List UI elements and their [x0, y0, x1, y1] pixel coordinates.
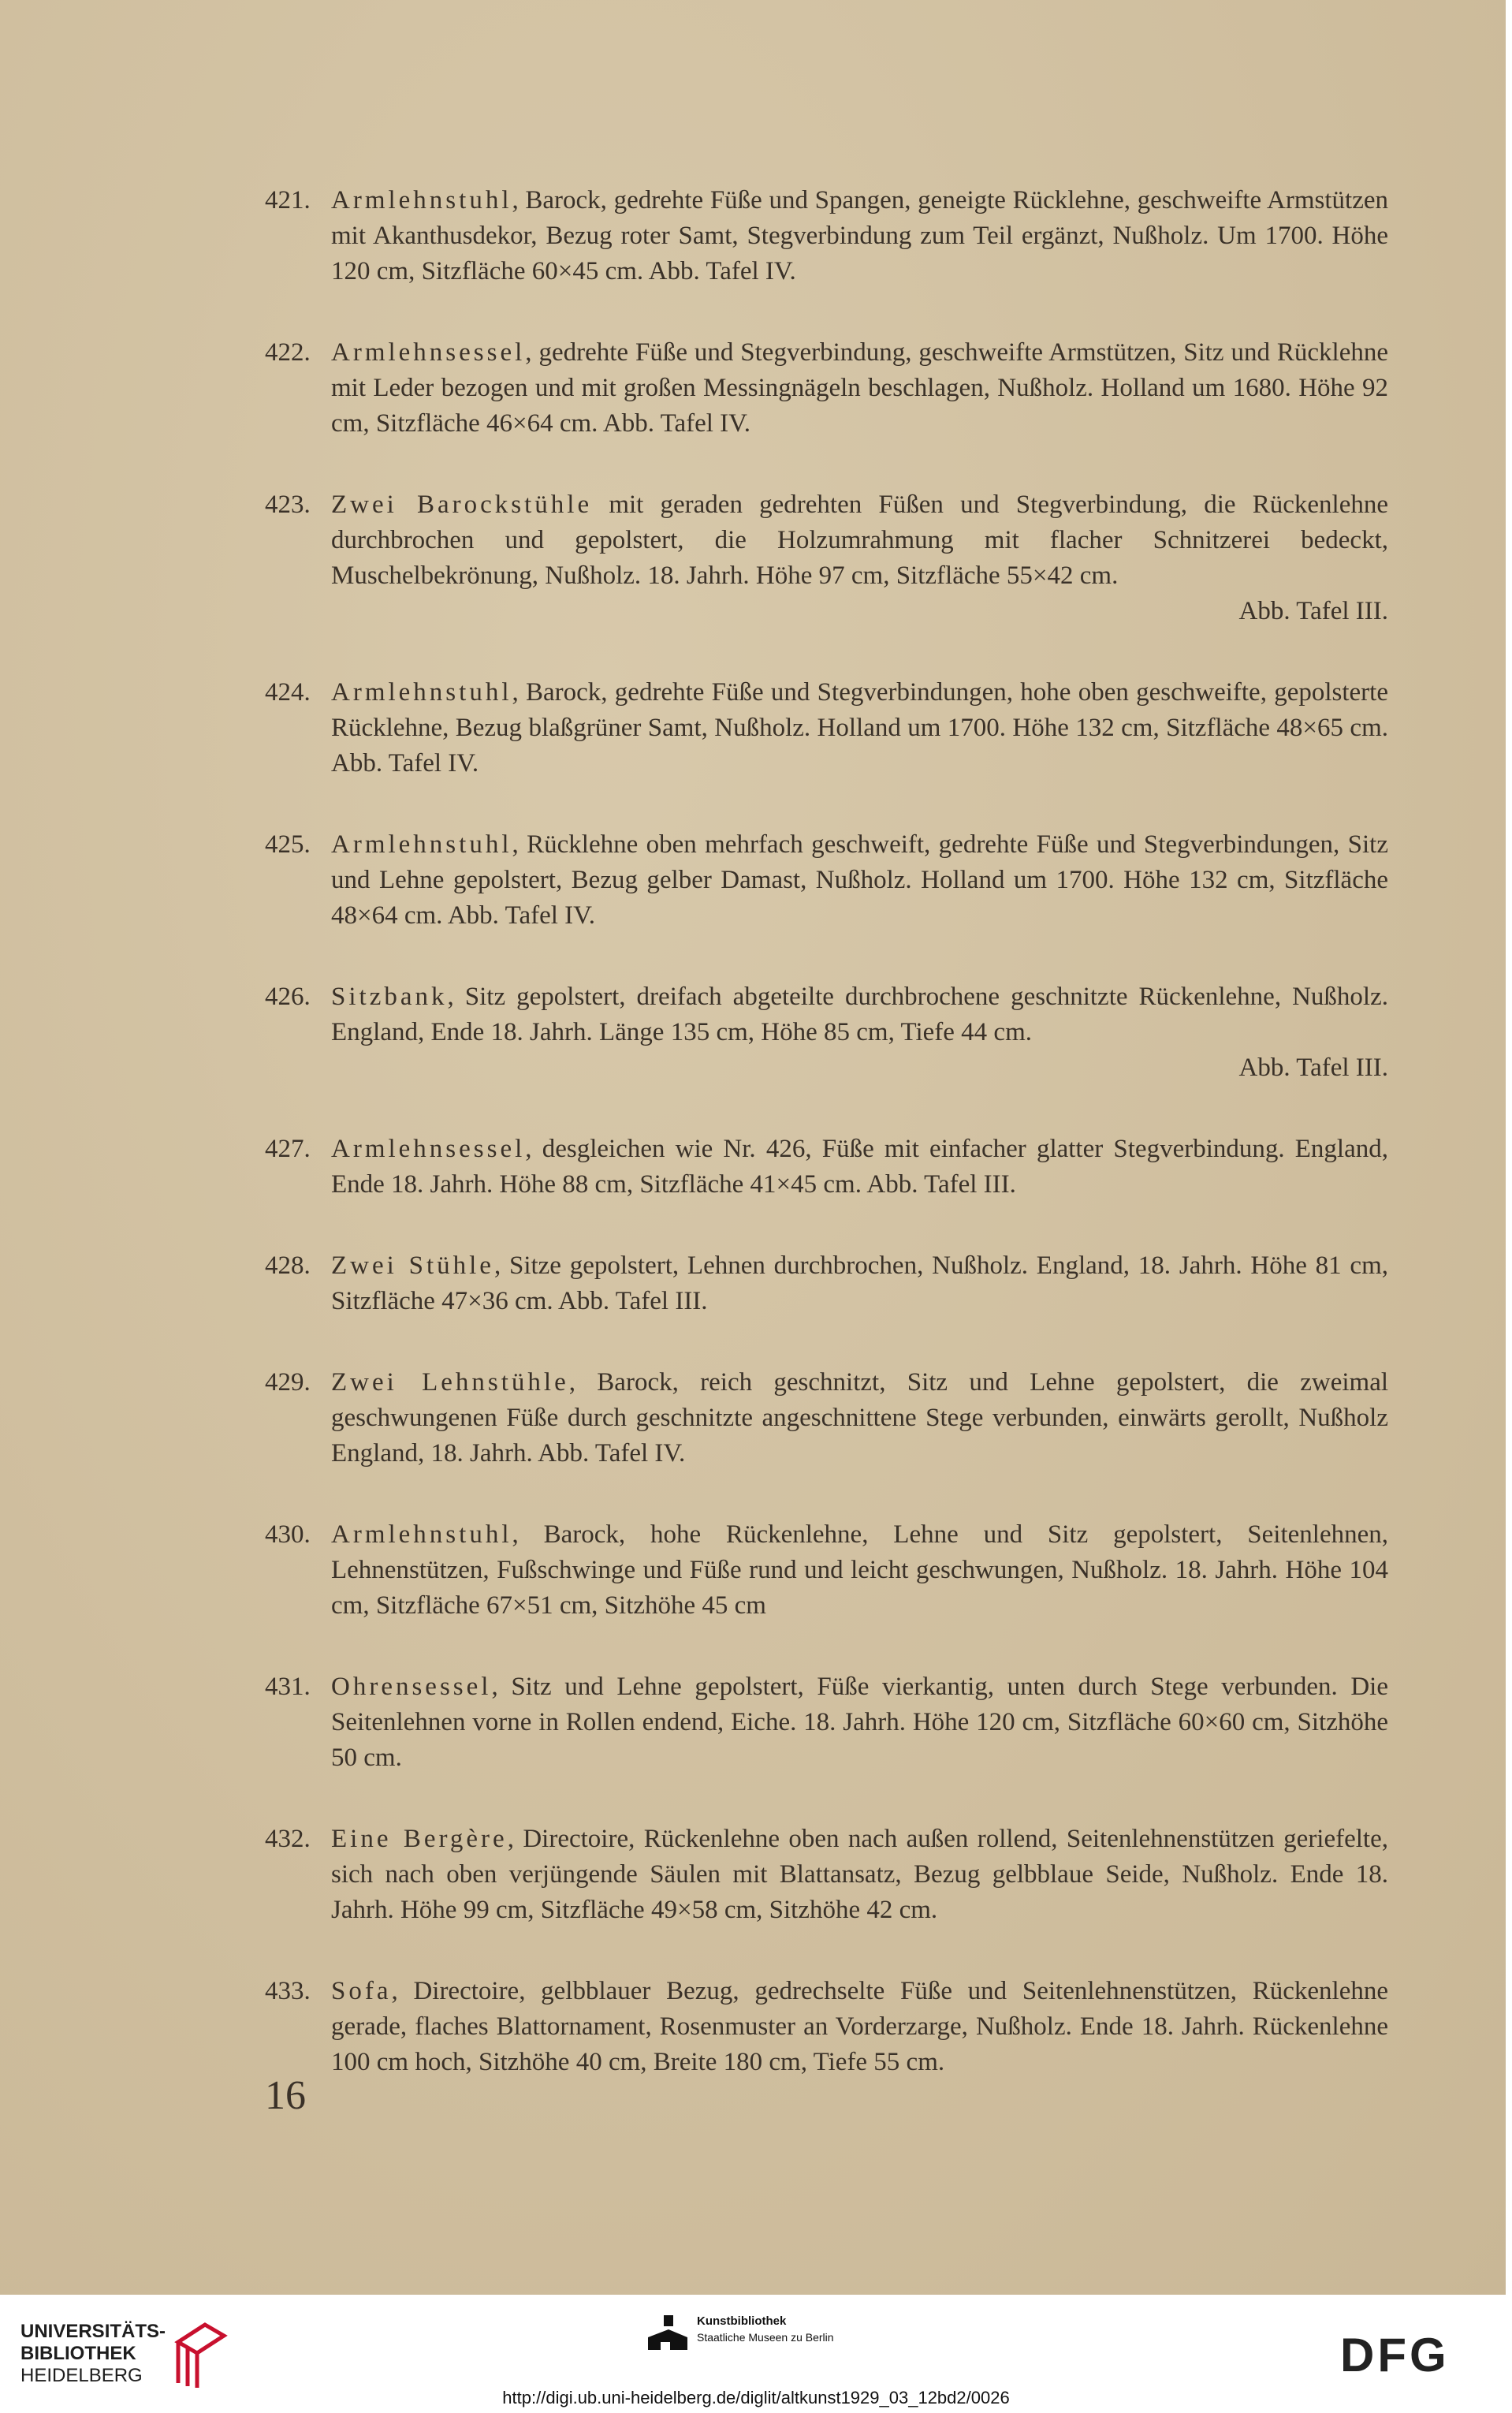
entry-text: , Barock, reich geschnitzt, Sitz und Lehne gepolstert, die zweimal geschwungenen Füße durch geschnitzte angeschnittene Stege verbunden, einwärts gerollt, Nußholz England, 18. Jahrh. Abb. Tafel IV.: [331, 1368, 1389, 1468]
catalog-entry: [265, 827, 1388, 934]
entry-text: , Rücklehne oben mehrfach geschweift, gedrehte Füße und Stegverbindungen, Sitz und Lehne gepolstert, Bezug gelber Damast, Nußholz. Holland um 1700. Höhe 132 cm, Sitzfläche 48×64 cm. Abb. Tafel IV.: [331, 830, 1388, 930]
ub-line-2: BIBLIOTHEK: [20, 2343, 136, 2364]
entry-number: 430.: [265, 1520, 311, 1549]
entry-number: 433.: [265, 1977, 311, 2005]
entry-text: , Sitz gepolstert, dreifach abgeteilte durchbrochene geschnitzte Rückenlehne, Nußholz. England, Ende 18. Jahrh. Länge 135 cm, Höhe 85 cm, Tiefe 44 cm.: [331, 983, 1388, 1046]
entry-number: 423.: [265, 490, 311, 519]
catalog-entries: [265, 183, 1388, 2126]
entry-text: mit geraden gedrehten Füßen und Stegverbindung, die Rückenlehne durchbrochen und gepolstert, die Holzumrahmung mit flacher Schnitzerei bedeckt, Muschelbekrönung, Nußholz. 18. Jahrh. Höhe 97 cm, Sitzfläche 55×42 cm.: [331, 490, 1388, 590]
entry-text: , Directoire, gelbblauer Bezug, gedrechselte Füße und Seitenlehnenstützen, Rückenlehne gerade, flaches Blattornament, Rosenmuster an Vorderzarge, Nußholz. Ende 18. Jahrh. Rückenlehne 100 cm hoch, Sitzhöhe 40 cm, Breite 180 cm, Tiefe 55 cm.: [331, 1977, 1388, 2076]
entry-number: 425.: [265, 830, 311, 859]
kunstbibliothek-emblem-icon: [646, 2314, 689, 2351]
catalog-entry: [265, 487, 1388, 629]
catalog-entry: [265, 1669, 1388, 1776]
entry-number: 428.: [265, 1251, 311, 1280]
catalog-entry: [265, 1132, 1388, 1203]
entry-title: Ohrensessel: [331, 1673, 492, 1701]
entry-title: Armlehnstuhl: [331, 186, 512, 214]
entry-title: Sitzbank: [331, 983, 448, 1011]
entry-text: , Directoire, Rückenlehne oben nach außen rollend, Seitenlehnenstützen geriefelte, sich nach oben verjüngende Säulen mit Blattansatz, Bezug gelbblaue Seide, Nußholz. Ende 18. Jahrh. Höhe 99 cm, Sitzfläche 49×58 cm, Sitzhöhe 42 cm.: [331, 1825, 1388, 1924]
entry-number: 432.: [265, 1825, 311, 1853]
catalog-entry: [265, 1974, 1388, 2080]
entry-title: Sofa: [331, 1977, 392, 2005]
catalog-entry: [265, 1248, 1388, 1319]
university-library-logo[interactable]: [20, 2318, 229, 2389]
entry-number: 421.: [265, 186, 311, 214]
catalog-entry: [265, 1365, 1388, 1471]
entry-title: Zwei Barockstühle: [331, 490, 593, 519]
entry-text: , Barock, hohe Rückenlehne, Lehne und Sitz gepolstert, Seitenlehnen, Lehnenstützen, Fußschwinge und Füße rund und leicht geschwungen, Nußholz. 18. Jahrh. Höhe 104 cm, Sitzfläche 67×51 cm, Sitzhöhe 45 cm: [331, 1520, 1388, 1620]
entry-title: Armlehnstuhl: [331, 678, 512, 707]
entry-text: , gedrehte Füße und Stegverbindung, geschweifte Armstützen, Sitz und Rücklehne mit Leder bezogen und mit großen Messingnägeln beschlagen, Nußholz. Holland um 1680. Höhe 92 cm, Sitzfläche 46×64 cm. Abb. Tafel IV.: [331, 338, 1388, 438]
entry-number: 431.: [265, 1673, 311, 1701]
footer-bar: [0, 2295, 1512, 2413]
entry-text: , Sitze gepolstert, Lehnen durchbrochen, Nußholz. England, 18. Jahrh. Höhe 81 cm, Sitzfläche 47×36 cm. Abb. Tafel III.: [331, 1251, 1388, 1315]
entry-title: Armlehnsessel: [331, 1135, 526, 1163]
entry-title: Zwei Lehnstühle: [331, 1368, 569, 1397]
entry-title: Armlehnstuhl: [331, 1520, 512, 1549]
catalog-entry: [265, 1822, 1388, 1928]
entry-text: , Sitz und Lehne gepolstert, Füße vierkantig, unten durch Stege verbunden. Die Seitenlehnen vorne in Rollen endend, Eiche. 18. Jahrh. Höhe 120 cm, Sitzfläche 60×60 cm, Sitzhöhe 50 cm.: [331, 1673, 1388, 1772]
entry-number: 427.: [265, 1135, 311, 1163]
kb-subtitle: Staatliche Museen zu Berlin: [697, 2331, 834, 2344]
catalog-entry: [265, 335, 1388, 442]
catalog-entry: [265, 675, 1388, 781]
entry-title: Zwei Stühle: [331, 1251, 494, 1280]
ub-line-1: UNIVERSITÄTS-: [20, 2321, 166, 2342]
entry-number: 426.: [265, 983, 311, 1011]
ub-line-3: HEIDELBERG: [20, 2365, 143, 2386]
entry-number: 429.: [265, 1368, 311, 1397]
ub-emblem-icon: [173, 2318, 229, 2389]
entry-text: , desgleichen wie Nr. 426, Füße mit einfacher glatter Stegverbindung. England, Ende 18. Jahrh. Höhe 88 cm, Sitzfläche 41×45 cm. Abb. Tafel III.: [331, 1135, 1388, 1199]
entry-text: , Barock, gedrehte Füße und Spangen, geneigte Rücklehne, geschweifte Armstützen mit Akanthusdekor, Bezug roter Samt, Stegverbindung zum Teil ergänzt, Nußholz. Um 1700. Höhe 120 cm, Sitzfläche 60×45 cm. Abb. Tafel IV.: [331, 186, 1388, 285]
catalog-entry: [265, 979, 1388, 1086]
kunstbibliothek-logo[interactable]: [646, 2314, 834, 2351]
entry-text: , Barock, gedrehte Füße und Stegverbindungen, hohe oben geschweifte, gepolsterte Rücklehne, Bezug blaßgrüner Samt, Nußholz. Holland um 1700. Höhe 132 cm, Sitzfläche 48×65 cm. Abb. Tafel IV.: [331, 678, 1388, 778]
page-number: 16: [265, 2073, 306, 2118]
permalink-url[interactable]: http://digi.ub.uni-heidelberg.de/diglit/altkunst1929_03_12bd2/0026: [502, 2388, 1010, 2407]
catalog-entry: [265, 183, 1388, 289]
entry-title: Armlehnsessel: [331, 338, 526, 367]
entry-title: Armlehnstuhl: [331, 830, 512, 859]
plate-reference: Abb. Tafel III.: [1238, 597, 1388, 625]
plate-reference: Abb. Tafel III.: [1238, 1054, 1388, 1082]
entry-number: 424.: [265, 678, 311, 707]
entry-title: Eine Bergère: [331, 1825, 508, 1853]
kb-title: Kunstbibliothek: [697, 2314, 787, 2328]
entry-number: 422.: [265, 338, 311, 367]
dfg-logo[interactable]: DFG: [1340, 2329, 1450, 2381]
catalog-entry: [265, 1517, 1388, 1624]
